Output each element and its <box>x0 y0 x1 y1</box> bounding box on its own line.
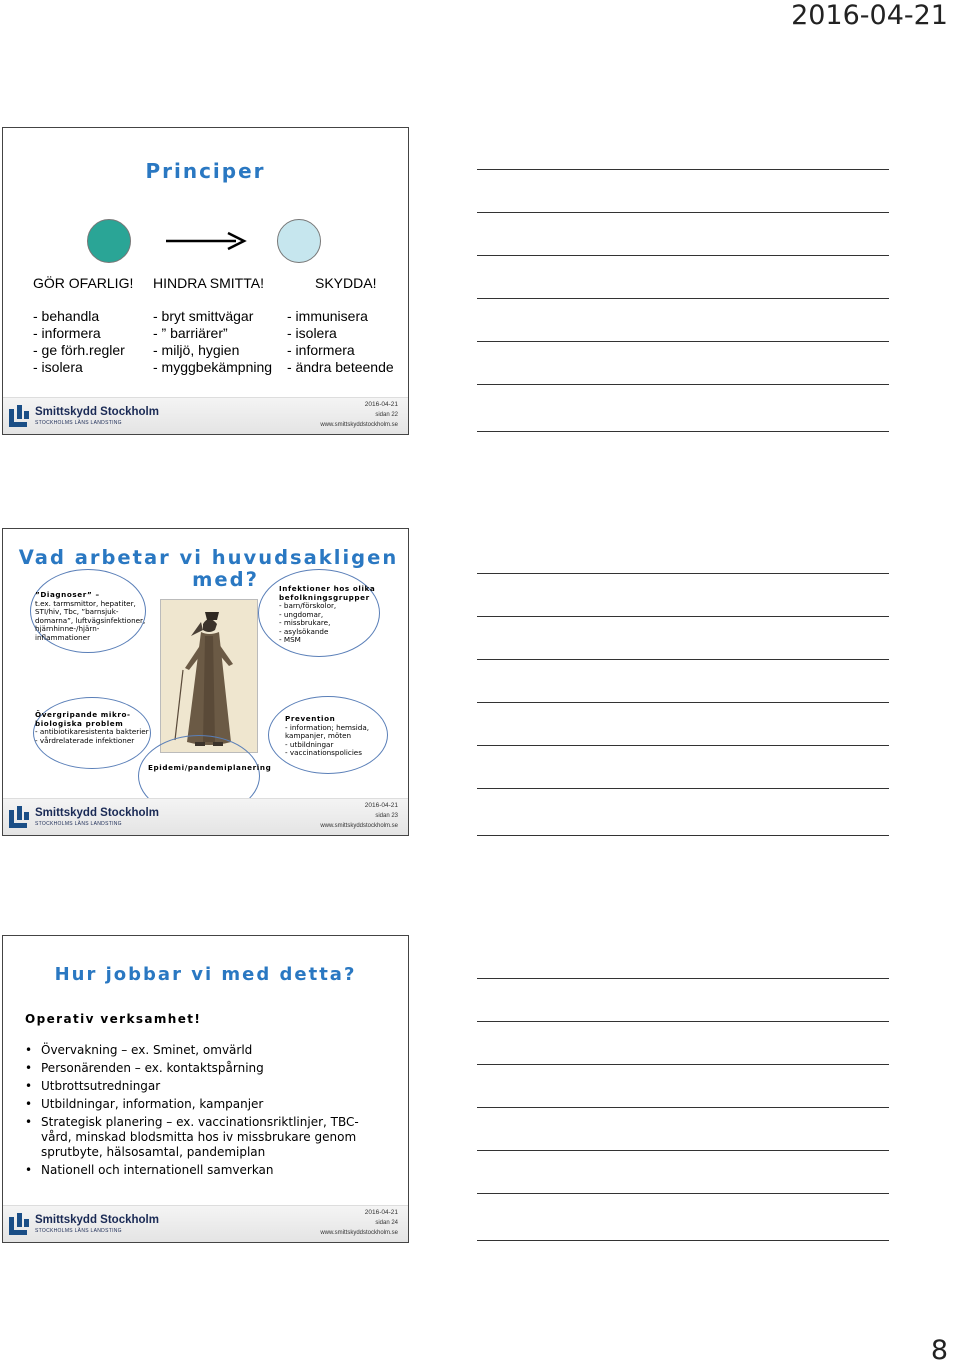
column-list-gor-ofarlig <box>33 308 125 376</box>
list-item: - miljö, hygien <box>153 342 240 358</box>
page-number: 8 <box>930 1335 948 1366</box>
slide-vad-arbetar-vi <box>2 528 409 836</box>
mikro-heading2: biologiska problem <box>35 718 124 728</box>
list-item: - ändra beteende <box>287 359 394 375</box>
infektioner-heading2: befolkningsgrupper <box>279 592 370 602</box>
column-list-hindra-smitta <box>153 308 272 376</box>
slide-footer <box>3 1205 408 1242</box>
footer-url: www.smittskyddstockholm.se <box>320 422 398 428</box>
notes-line <box>477 1064 889 1065</box>
list-item: hjärnhinne-/hjärn- <box>35 624 100 633</box>
footer-page: sidan 22 <box>375 412 398 418</box>
notes-line <box>477 573 889 574</box>
notes-line <box>477 659 889 660</box>
bullet-list <box>25 1043 385 1181</box>
smittskydd-logo <box>9 404 159 430</box>
slide-principer <box>2 127 409 435</box>
logo-subtitle: STOCKHOLMS LÄNS LANDSTING <box>35 821 122 827</box>
plague-doctor-image <box>160 599 258 753</box>
infektioner-heading1: Infektioner hos olika <box>279 584 376 593</box>
notes-line <box>477 788 889 789</box>
column-head-gor-ofarlig: GÖR OFARLIG! <box>33 275 134 291</box>
list-item: • Personärenden – ex. kontaktspårning <box>25 1061 385 1076</box>
list-item: - vaccinationspolicies <box>285 748 362 757</box>
list-item: • Övervakning – ex. Sminet, omvärld <box>25 1043 385 1058</box>
list-item: - ungdomar, <box>279 609 324 619</box>
notes-line <box>477 1240 889 1241</box>
slide-hur-jobbar-vi <box>2 935 409 1243</box>
diagnoser-text <box>35 591 145 642</box>
notes-line <box>477 745 889 746</box>
footer-page: sidan 23 <box>375 813 398 819</box>
prevention-text <box>285 715 369 758</box>
list-item: - myggbekämpning <box>153 359 273 375</box>
slide-footer <box>3 798 408 835</box>
list-item: - MSM <box>279 635 301 644</box>
footer-url: www.smittskyddstockholm.se <box>320 823 398 829</box>
logo-subtitle: STOCKHOLMS LÄNS LANDSTING <box>35 1228 122 1234</box>
notes-line <box>477 1107 889 1108</box>
list-item: - immunisera <box>287 308 368 324</box>
list-item: - informera <box>33 325 101 341</box>
notes-line <box>477 702 889 703</box>
footer-page: sidan 24 <box>375 1220 398 1226</box>
slide-footer <box>3 397 408 434</box>
footer-date: 2016-04-21 <box>364 802 398 809</box>
notes-line <box>477 978 889 979</box>
list-item: t.ex. tarmsmittor, hepatiter, <box>35 598 136 608</box>
notes-line <box>477 298 889 299</box>
footer-date: 2016-04-21 <box>364 401 398 408</box>
smittskydd-logo-icon <box>9 806 29 828</box>
list-item: • Nationell och internationell samverkan <box>25 1163 385 1178</box>
list-item: - missbrukare, <box>279 618 331 627</box>
slide-title: Hur jobbar vi med detta? <box>54 964 357 985</box>
list-item: - isolera <box>33 359 83 375</box>
plague-doctor-illustration <box>161 600 257 752</box>
list-item: - informera <box>287 342 355 358</box>
make-harmless-circle-icon <box>87 219 131 263</box>
smittskydd-logo <box>9 805 159 831</box>
logo-name: Smittskydd Stockholm <box>35 406 159 418</box>
column-head-hindra-smitta: HINDRA SMITTA! <box>153 275 264 291</box>
list-item: • Utbrottsutredningar <box>25 1079 385 1094</box>
notes-line <box>477 1021 889 1022</box>
operativ-heading: Operativ verksamhet! <box>25 1012 202 1026</box>
list-item: - asylsökande <box>279 626 329 636</box>
footer-url: www.smittskyddstockholm.se <box>320 1230 398 1236</box>
list-item: - behandla <box>33 308 100 324</box>
arrow-right-icon <box>166 231 248 251</box>
diagnoser-heading: ”Diagnoser” – <box>35 590 100 599</box>
logo-name: Smittskydd Stockholm <box>35 1214 159 1226</box>
list-item: - ” barriärer” <box>153 325 228 341</box>
mikro-text <box>35 711 149 745</box>
footer-date: 2016-04-21 <box>364 1209 398 1216</box>
notes-line <box>477 212 889 213</box>
smittskydd-logo <box>9 1212 159 1238</box>
smittskydd-logo-icon <box>9 405 29 427</box>
logo-name: Smittskydd Stockholm <box>35 807 159 819</box>
notes-line <box>477 1193 889 1194</box>
list-item: kampanjer, möten <box>285 731 352 740</box>
mikro-heading1: Övergripande mikro- <box>35 710 131 719</box>
list-item: • Strategisk planering – ex. vaccinationsriktlinjer, TBC-vård, minskad blodsmitta hos iv missbrukare genom sprutbyte, hälsosamtal, pandemiplan <box>25 1115 385 1160</box>
notes-line <box>477 341 889 342</box>
list-item: - ge förh.regler <box>33 342 125 358</box>
epidemi-heading: Epidemi/pandemiplanering <box>148 763 272 772</box>
slide-title-line1: Vad arbetar vi huvudsakligen <box>18 546 399 569</box>
slide-title: Principer <box>145 159 266 183</box>
notes-line <box>477 1150 889 1151</box>
notes-line <box>477 616 889 617</box>
list-item: - information; hemsida, <box>285 722 370 732</box>
column-head-skydda: SKYDDA! <box>315 275 377 291</box>
list-item: STI/hiv, Tbc, ”barnsjuk- <box>35 607 119 616</box>
list-item: - antibiotikaresistenta bakterier <box>35 727 149 736</box>
list-item: - utbildningar <box>285 739 334 749</box>
infektioner-text <box>279 585 375 645</box>
smittskydd-logo-icon <box>9 1213 29 1235</box>
column-list-skydda <box>287 308 394 376</box>
notes-line <box>477 835 889 836</box>
list-item: - vårdrelaterade infektioner <box>35 735 135 745</box>
notes-line <box>477 169 889 170</box>
list-item: • Utbildningar, information, kampanjer <box>25 1097 385 1112</box>
notes-line <box>477 431 889 432</box>
list-item: inflammationer <box>35 632 91 642</box>
protect-circle-icon <box>277 219 321 263</box>
logo-subtitle: STOCKHOLMS LÄNS LANDSTING <box>35 420 122 426</box>
slide-title-line2: med? <box>192 568 259 591</box>
page-date: 2016-04-21 <box>791 0 948 31</box>
notes-line <box>477 255 889 256</box>
prevention-heading: Prevention <box>285 714 336 723</box>
list-item: domarna”, luftvägsinfektioner, <box>35 615 146 625</box>
list-item: - barn/förskolor, <box>279 601 337 610</box>
notes-line <box>477 384 889 385</box>
epidemi-text <box>148 764 271 773</box>
list-item: - bryt smittvägar <box>153 308 254 324</box>
list-item: - isolera <box>287 325 337 341</box>
